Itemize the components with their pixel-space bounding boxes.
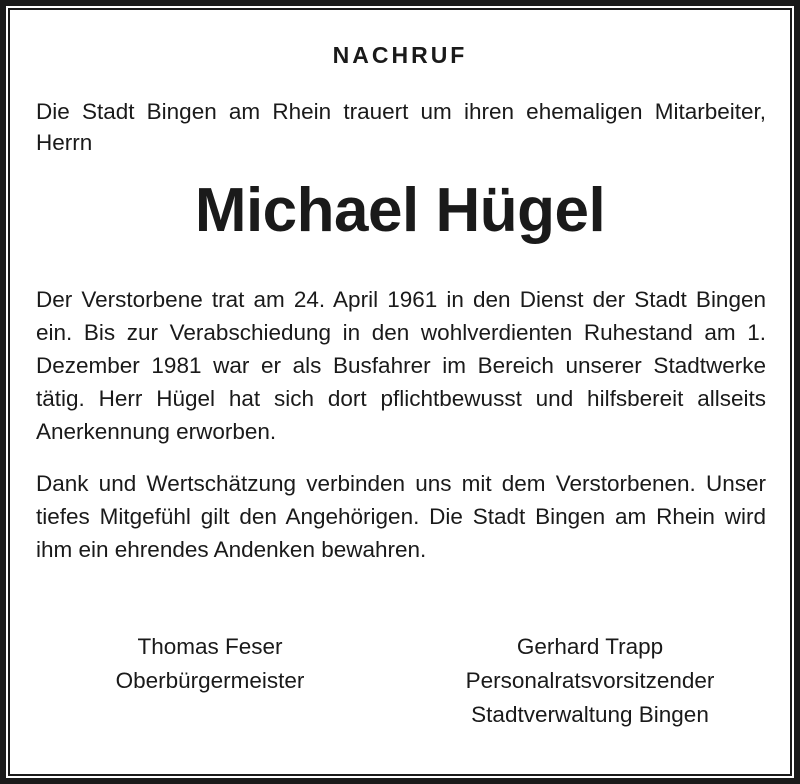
signature-name: Gerhard Trapp	[516, 634, 664, 659]
paragraph-condolence: Dank und Wertschätzung verbinden uns mit dem Verstorbenen. Unser tiefes Mitgefühl gilt den Angehörigen. Die Stadt Bingen am Rhein wird ihm ein ehrendes Andenken bewahren.	[36, 471, 766, 562]
signature-name: Thomas Feser	[137, 634, 283, 659]
signature-left	[60, 630, 360, 698]
signature-right	[430, 630, 750, 732]
signature-role: Personalratsvorsitzender	[465, 668, 715, 693]
intro-text: Die Stadt Bingen am Rhein trauert um ihren ehemaligen Mitarbeiter, Herrn	[36, 99, 766, 155]
signature-org: Stadtverwaltung Bingen	[471, 702, 709, 727]
signature-role: Oberbürgermeister	[115, 668, 305, 693]
deceased-name: Michael Hügel	[194, 176, 606, 245]
notice-title: NACHRUF	[332, 42, 468, 68]
paragraph-career: Der Verstorbene trat am 24. April 1961 in den Dienst der Stadt Bingen ein. Bis zur Verabschiedung in den wohlverdienten Ruhestand am 1. Dezember 1981 war er als Busfahrer im Bereich unserer Stadtwerke tätig. Herr Hügel hat sich dort pflichtbewusst und hilfsbereit allseits Anerkennung erworben.	[36, 287, 766, 444]
